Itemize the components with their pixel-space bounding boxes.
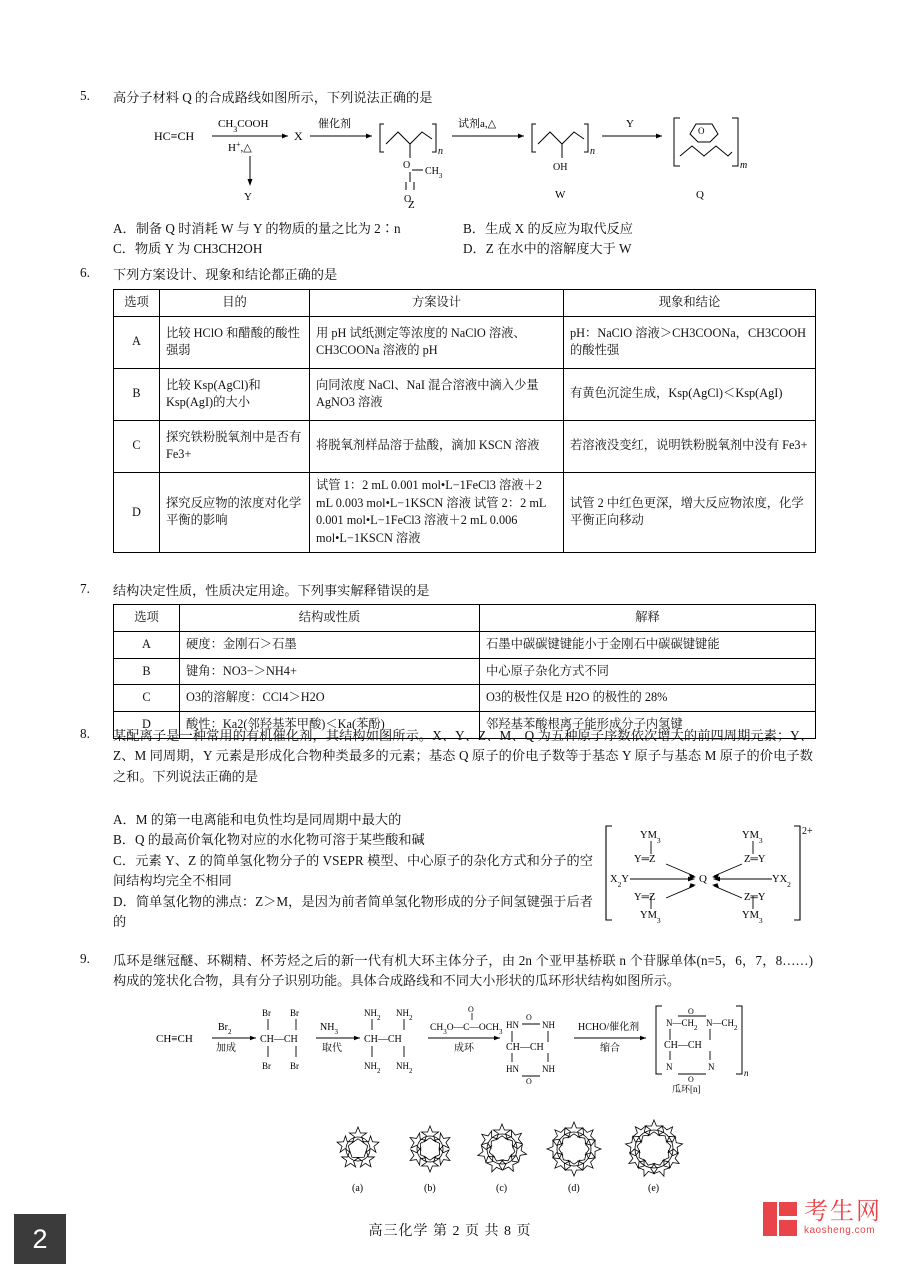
question-6-number: 6. <box>80 265 90 280</box>
question-5-option-b: B．生成 X 的反应为取代反应 <box>463 221 633 236</box>
cell-fact: 键角：NO3−＞NH4+ <box>180 658 480 685</box>
table-header-row <box>114 605 816 632</box>
svg-text:X2Y: $X_2Y$ <box>610 874 629 889</box>
question-7-stem: 结构决定性质，性质决定用途。下列事实解释错误的是 <box>113 583 430 598</box>
svg-text:N: N <box>666 1062 673 1072</box>
svg-text:O: O <box>688 1075 694 1084</box>
svg-text:2+: 2+ <box>802 826 813 837</box>
cell-design: 将脱氧剂样品溶于盐酸，滴加 KSCN 溶液 <box>310 420 564 472</box>
svg-text:CH3COOH: $CH_3COOH$ <box>218 118 269 134</box>
svg-text:Br: Br <box>290 1008 299 1018</box>
svg-text:Br: Br <box>290 1061 299 1071</box>
svg-text:Y═Z: Y═Z <box>634 854 656 865</box>
table-header-row <box>114 290 816 317</box>
svg-text:Y═Z: Y═Z <box>634 892 656 903</box>
cell-option: D <box>114 712 180 739</box>
table-row <box>114 685 816 712</box>
question-9-shapes-figure <box>320 1115 720 1200</box>
question-9-scheme-figure <box>150 1000 770 1095</box>
question-8-options <box>113 810 593 933</box>
svg-text:N—CH2: $N—CH_2$ <box>666 1018 698 1032</box>
svg-text:W: W <box>555 189 566 201</box>
svg-text:CH3: $CH_3$ <box>425 166 443 180</box>
svg-text:N: N <box>708 1062 715 1072</box>
svg-text:试剂a,△: 试剂a,△ <box>458 118 497 130</box>
svg-text:HN: HN <box>506 1064 519 1074</box>
cell-explain: O3的极性仅是 H2O 的极性的 28% <box>480 685 816 712</box>
cell-fact: 硬度：金刚石＞石墨 <box>180 631 480 658</box>
table-row <box>114 631 816 658</box>
cell-explain: 邻羟基苯酸根离子能形成分子内氢键 <box>480 712 816 739</box>
th-fact: 结构或性质 <box>180 605 480 632</box>
question-8-number: 8. <box>80 726 90 741</box>
question-5-scheme-figure <box>140 108 760 208</box>
cell-option: A <box>114 316 160 368</box>
cell-option: C <box>114 420 160 472</box>
cell-result: 有黄色沉淀生成，Ksp(AgCl)＜Ksp(AgI) <box>564 368 816 420</box>
cell-result: 试管 2 中红色更深，增大反应物浓度，化学平衡正向移动 <box>564 472 816 552</box>
svg-text:NH2: $NH_2$ <box>396 1061 413 1075</box>
svg-text:O: O <box>526 1077 532 1086</box>
svg-text:NH: NH <box>542 1064 555 1074</box>
question-6-table <box>113 289 816 553</box>
page-number-badge: 2 <box>14 1214 66 1264</box>
svg-text:Y: Y <box>244 191 252 203</box>
question-5-option-d: D．Z 在水中的溶解度大于 W <box>463 241 632 257</box>
svg-text:YM3: $YM_3$ <box>742 910 763 925</box>
svg-text:YM3: $YM_3$ <box>640 830 661 845</box>
svg-text:Br: Br <box>262 1061 271 1071</box>
question-8-stem: 某配离子是一种常用的有机催化剂，其结构如图所示。X、Y、Z、M、Q 为五种原子序数依次增大的前四周期元素；Y、Z、M 同周期，Y 元素是形成化合物种类最多的元素；基态 Q 原子的价电子数等于基态 Y 原子与基态 M 原子的价电子数之和。下列说法正确的是 <box>113 728 813 784</box>
cell-goal: 探究铁粉脱氧剂中是否有 Fe3+ <box>160 420 310 472</box>
svg-text:YX2: $YX_2$ <box>772 874 791 889</box>
svg-text:成环: 成环 <box>454 1043 474 1054</box>
question-5-stem: 高分子材料 Q 的合成路线如图所示，下列说法正确的是 <box>113 90 433 105</box>
svg-text:CH—CH: CH—CH <box>260 1034 298 1045</box>
svg-text:O: O <box>404 194 412 205</box>
question-8-option-b: B．Q 的最高价氧化物对应的水化物可溶于某些酸和碱 <box>113 832 425 848</box>
th-goal: 目的 <box>160 290 310 317</box>
svg-text:O: O <box>468 1005 474 1014</box>
th-option: 选项 <box>114 290 160 317</box>
cell-goal: 比较 Ksp(AgCl)和 Ksp(AgI)的大小 <box>160 368 310 420</box>
svg-text:YM3: $YM_3$ <box>742 830 763 845</box>
cell-design: 试管 1：2 mL 0.001 mol•L−1FeCl3 溶液＋2 mL 0.003 mol•L−1KSCN 溶液 试管 2：2 mL 0.001 mol•L−1FeCl3 溶液＋2 mL 0.006 mol•L−1KSCN 溶液 <box>310 472 564 552</box>
cell-goal: 探究反应物的浓度对化学平衡的影响 <box>160 472 310 552</box>
svg-text:N—CH2: $N—CH_2$ <box>706 1018 738 1032</box>
svg-text:HCHO/催化剂: HCHO/催化剂 <box>578 1022 640 1033</box>
svg-text:加成: 加成 <box>216 1043 236 1054</box>
watermark-chinese: 考生网 <box>804 1198 882 1225</box>
cell-option: C <box>114 685 180 712</box>
question-6-stem: 下列方案设计、现象和结论都正确的是 <box>113 267 338 282</box>
th-design: 方案设计 <box>310 290 564 317</box>
table-row <box>114 368 816 420</box>
svg-text:取代: 取代 <box>322 1043 342 1054</box>
table-row <box>114 658 816 685</box>
question-8-option-c: C．元素 Y、Z 的简单氢化物分子的 VSEPR 模型、中心原子的杂化方式和分子的空间结构均完全不相同 <box>113 852 593 889</box>
svg-text:n: n <box>744 1068 749 1078</box>
cell-fact: O3的溶解度：CCl4＞H2O <box>180 685 480 712</box>
question-7-table <box>113 604 816 739</box>
svg-text:O: O <box>698 126 705 136</box>
svg-text:n: n <box>438 146 443 157</box>
watermark-english: kaosheng.com <box>804 1225 876 1236</box>
svg-text:Z═Y: Z═Y <box>744 892 766 903</box>
question-8-option-a: A．M 的第一电离能和电负性均是同周期中最大的 <box>113 812 402 827</box>
svg-text:Br2: $Br_2$ <box>218 1022 232 1036</box>
svg-text:OH: OH <box>553 162 568 173</box>
cell-explain: 石墨中碳碳键键能小于金刚石中碳碳键键能 <box>480 631 816 658</box>
table-row <box>114 316 816 368</box>
cell-design: 向同浓度 NaCl、NaI 混合溶液中滴入少量 AgNO3 溶液 <box>310 368 564 420</box>
watermark <box>763 1200 882 1238</box>
svg-text:O: O <box>526 1013 532 1022</box>
watermark-logo-icon <box>763 1202 797 1236</box>
watermark-text <box>804 1200 882 1238</box>
svg-text:CH3O—C—OCH3: $CH_3O—C—OCH_3$ <box>430 1023 503 1036</box>
svg-text:Y: Y <box>626 118 634 130</box>
svg-text:Q: Q <box>696 189 704 201</box>
cell-explain: 中心原子杂化方式不同 <box>480 658 816 685</box>
cell-result: 若溶液没变红，说明铁粉脱氧剂中没有 Fe3+ <box>564 420 816 472</box>
question-5-options <box>113 219 813 260</box>
svg-text:CH≡CH: CH≡CH <box>156 1033 193 1045</box>
svg-text:NH: NH <box>542 1020 555 1030</box>
question-7-number: 7. <box>80 581 90 596</box>
question-5-number: 5. <box>80 88 90 103</box>
th-explain: 解释 <box>480 605 816 632</box>
svg-text:NH2: $NH_2$ <box>364 1008 381 1022</box>
svg-text:O: O <box>688 1007 694 1016</box>
question-5-option-c: C．物质 Y 为 CH3CH2OH <box>113 241 263 257</box>
cell-option: A <box>114 631 180 658</box>
svg-text:m: m <box>740 160 748 171</box>
shape-caption-b: (b) <box>424 1183 436 1194</box>
question-8-option-d: D．简单氢化物的沸点：Z＞M，是因为前者简单氢化物形成的分子间氢键强于后者的 <box>113 893 593 930</box>
svg-text:CH—CH: CH—CH <box>506 1042 544 1053</box>
shape-caption-c: (c) <box>496 1183 508 1194</box>
cell-goal: 比较 HClO 和醋酸的酸性强弱 <box>160 316 310 368</box>
svg-text:催化剂: 催化剂 <box>318 118 351 130</box>
cell-fact: 酸性：Ka2(邻羟基苯甲酸)＜Ka(苯酚) <box>180 712 480 739</box>
svg-text:NH2: $NH_2$ <box>396 1008 413 1022</box>
svg-text:CH—CH: CH—CH <box>664 1040 702 1051</box>
cell-option: B <box>114 658 180 685</box>
cell-design: 用 pH 试纸测定等浓度的 NaClO 溶液、CH3COONa 溶液的 pH <box>310 316 564 368</box>
svg-text:Z═Y: Z═Y <box>744 854 766 865</box>
svg-text:H+,△: H+,△ <box>228 139 252 154</box>
shape-caption-a: (a) <box>352 1183 364 1194</box>
question-5-option-a: A．制备 Q 时消耗 W 与 Y 的物质的量之比为 2∶n <box>113 221 401 236</box>
svg-text:HN: HN <box>506 1020 519 1030</box>
svg-text:YM3: $YM_3$ <box>640 910 661 925</box>
footer-text: 高三化学 第 2 页 共 8 页 <box>368 1224 532 1239</box>
cell-option: D <box>114 472 160 552</box>
svg-text:O: O <box>403 160 411 171</box>
cell-option: B <box>114 368 160 420</box>
table-row <box>114 420 816 472</box>
th-result: 现象和结论 <box>564 290 816 317</box>
svg-text:HC≡CH: HC≡CH <box>154 129 195 143</box>
shape-caption-e: (e) <box>648 1183 660 1194</box>
svg-text:NH2: $NH_2$ <box>364 1061 381 1075</box>
svg-text:Z: Z <box>408 199 415 208</box>
cell-result: pH：NaClO 溶液＞CH3COONa，CH3COOH 的酸性强 <box>564 316 816 368</box>
svg-text:瓜环[n]: 瓜环[n] <box>672 1084 701 1094</box>
svg-text:NH3: $NH_3$ <box>320 1022 338 1036</box>
th-option: 选项 <box>114 605 180 632</box>
svg-text:缩合: 缩合 <box>600 1043 620 1054</box>
svg-text:Q: Q <box>699 873 707 885</box>
svg-text:CH—CH: CH—CH <box>364 1034 402 1045</box>
question-9-stem: 瓜环是继冠醚、环糊精、杯芳烃之后的新一代有机大环主体分子，由 2n 个亚甲基桥联 n 个苷脲单体(n=5，6，7，8……)构成的笼状化合物，具有分子识别功能。具体合成路线和不同大小形状的瓜环形状结构如图所示。 <box>113 953 813 989</box>
shape-caption-d: (d) <box>568 1183 580 1194</box>
svg-text:n: n <box>590 146 595 157</box>
svg-text:Br: Br <box>262 1008 271 1018</box>
svg-text:X: X <box>294 129 303 143</box>
table-row <box>114 472 816 552</box>
question-8-complex-ion-figure <box>596 820 816 930</box>
question-9-number: 9. <box>80 951 90 966</box>
